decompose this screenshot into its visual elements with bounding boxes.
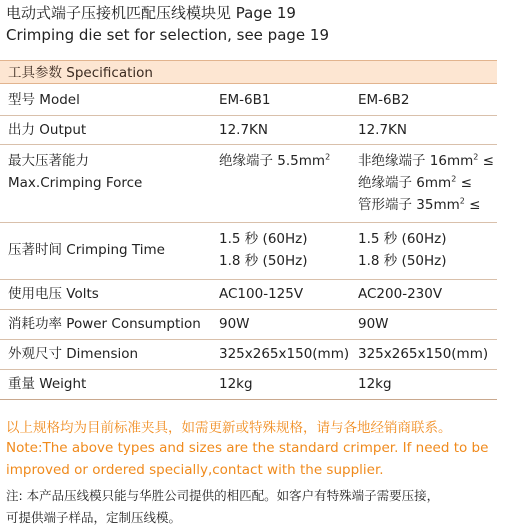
row-model [0,85,497,116]
value-weight-b: 12kg [358,376,392,392]
row-volts [0,280,497,310]
value-dimension-a: 325x265x150(mm) [219,346,350,362]
label-weight: 重量 Weight [8,376,87,392]
label-model: 型号 Model [8,92,80,108]
value-dimension-b: 325x265x150(mm) [358,346,489,362]
value-max-force-b1: 非绝缘端子 $16mm^2$ ≤ [358,152,494,169]
value-max-force-b3: 管形端子 $35mm^2$ ≤ [358,196,481,213]
label-dimension: 外观尺寸 Dimension [8,346,139,362]
value-crimp-time-b2: 1.8 秒 (50Hz) [358,253,447,269]
value-crimp-time-b1: 1.5 秒 (60Hz) [358,231,447,247]
row-max-force [0,145,497,223]
label-power: 消耗功率 Power Consumption [8,316,201,332]
value-weight-a: 12kg [219,376,253,392]
label-volts: 使用电压 Volts [8,286,99,302]
page-title-cn: 电动式端子压接机匹配压线模块见 Page 19 [6,4,296,22]
value-output-a: 12.7KN [219,122,269,138]
row-weight [0,370,497,400]
label-max-force-en: Max.Crimping Force [8,175,143,191]
note-cn: 以上规格均为目前标准夹具，如需更新或特殊规格，请与各地经销商联系。 [6,420,452,436]
value-output-b: 12.7KN [358,122,408,138]
value-max-force-b2: 绝缘端子 $6mm^2$ ≤ [358,174,472,191]
footnote-line1: 注: 本产品压线模只能与华胜公司提供的相匹配。如客户有特殊端子需要压接， [6,488,440,503]
value-volts-b: AC200-230V [358,286,443,302]
value-model-b: EM-6B2 [358,92,410,108]
footnote-line2: 可提供端子样品，定制压线模。 [6,510,182,525]
label-max-force-cn: 最大压著能力 [8,153,89,169]
page-title-en: Crimping die set for selection, see page 19 [6,26,329,44]
value-model-a: EM-6B1 [219,92,271,108]
value-crimp-time-a2: 1.8 秒 (50Hz) [219,253,308,269]
note-en-line1: Note:The above types and sizes are the standard crimper. If need to be [6,440,489,456]
value-crimp-time-a1: 1.5 秒 (60Hz) [219,231,308,247]
value-power-b: 90W [358,316,389,332]
row-dimension [0,340,497,370]
row-output [0,116,497,145]
value-volts-a: AC100-125V [219,286,304,302]
note-en-line2: improved or ordered specially,contact with the supplier. [6,462,384,478]
value-max-force-a: 绝缘端子 $5.5mm^2$ [219,152,331,169]
label-output: 出力 Output [8,122,87,138]
row-power [0,310,497,340]
row-crimp-time [0,223,497,280]
value-power-a: 90W [219,316,250,332]
label-crimp-time: 压著时间 Crimping Time [8,242,165,258]
spec-header: 工具参数 Specification [0,60,497,84]
